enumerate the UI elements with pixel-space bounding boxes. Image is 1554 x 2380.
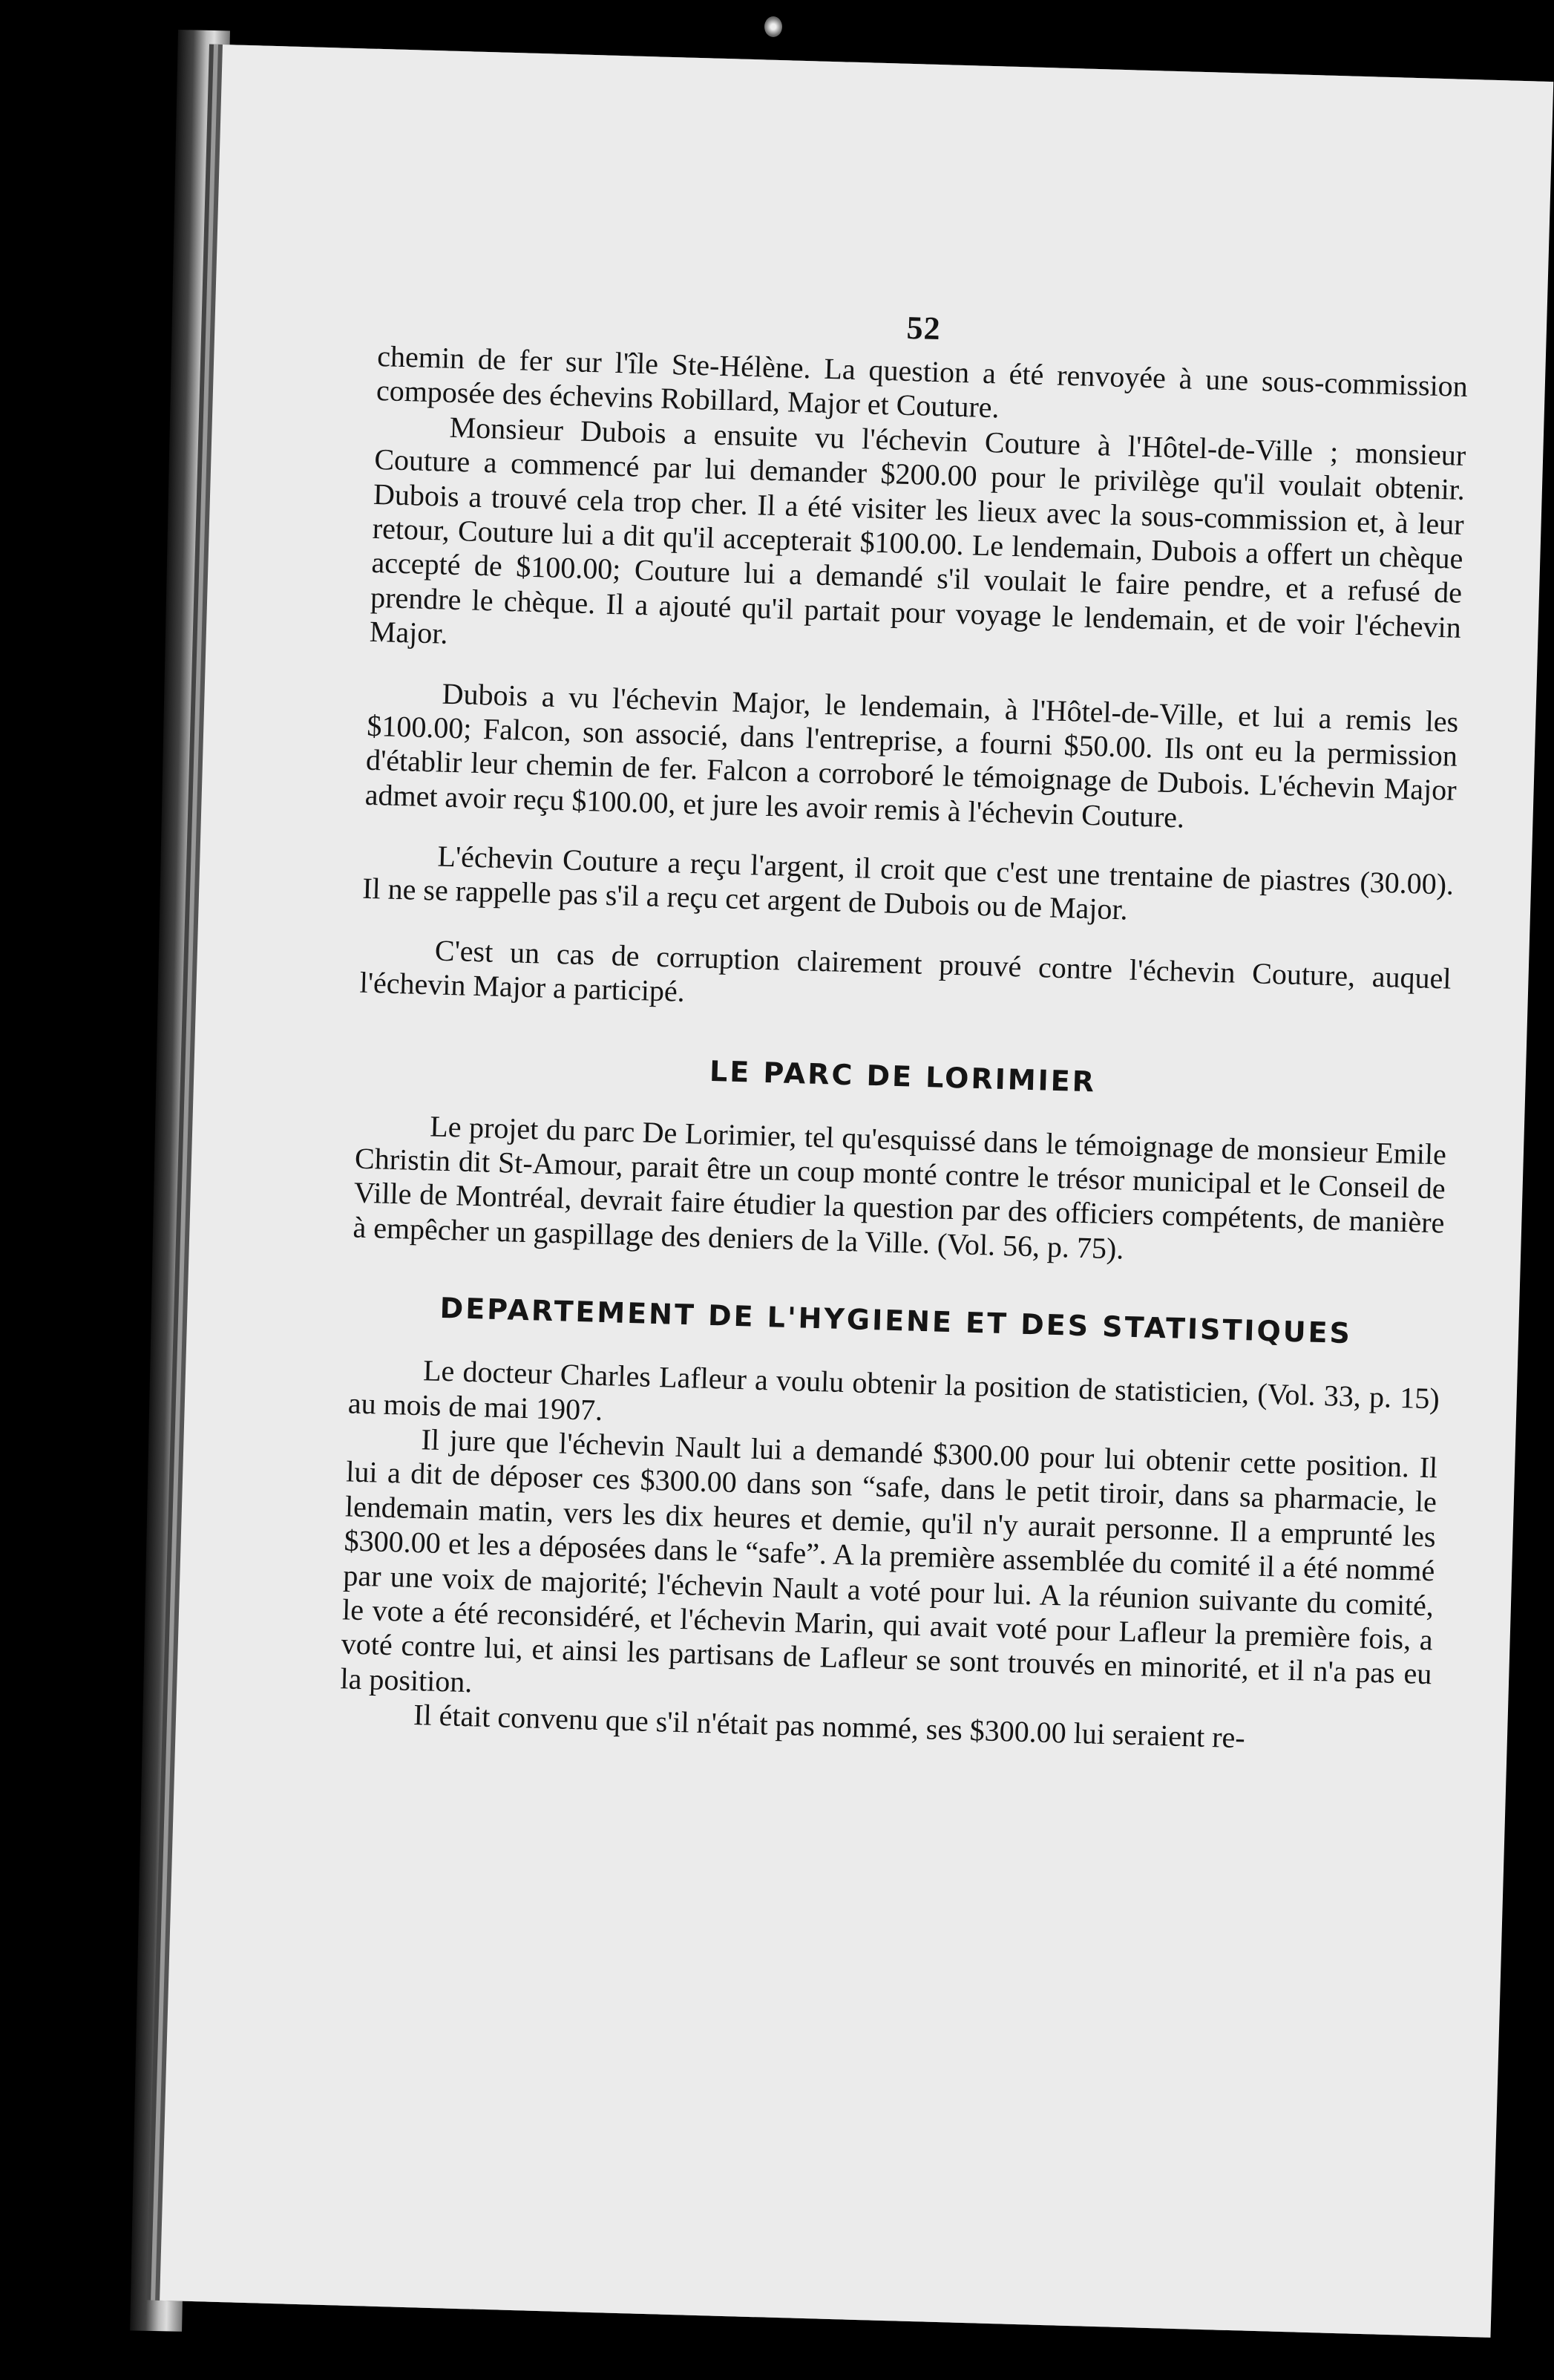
paragraph-continued: chemin de fer sur l'île Ste-Hélène. La question a été renvoyée à une sous-commission composée des échevins Robillard, Major et Couture. (376, 339, 1469, 425)
book-page (160, 45, 1553, 2338)
binding-hole (764, 16, 782, 37)
paragraph-nault: Il jure que l'échevin Nault lui a demandé $300.00 pour lui obtenir cette position. Il lui a dit de déposer ces $300.00 dans son “safe, dans le petit tiroir, dans sa pharmacie, le lendemain matin, vers les dix heures et demie, qu'il n'y aurait personne. Il a emprunté les $300.00 et les a déposées dans le “safe”. A la première assemblée du comité il a été nommé par une voix de majorité; l'échevin Nault a voté pour lui. A la réunion suivante du comité, le vote a été reconsidéré, et l'échevin Marin, qui avait voté pour Lafleur la première fois, a voté contre lui, et ainsi les partisans de Lafleur se sont trouvés en minorité, et il n'a pas eu la position. (339, 1422, 1438, 1699)
paragraph-dubois-couture: Monsieur Dubois a ensuite vu l'échevin Couture à l'Hôtel-de-Ville ; monsieur Couture a commencé par lui demander $200.00 pour le privilège qu'il voulait obtenir. Dubois a trouvé cela trop cher. Il a été visiter les lieux avec la sous-commission et, à leur retour, Couture lui a dit qu'il accepterait $100.00. Le lendemain, Dubois a offert un chèque accepté de $100.00; Couture lui a demandé s'il voulait le faire pendre, et a refusé de prendre le chèque. Il a ajouté qu'il partait pour voyage le lendemain, et de voir l'échevin Major. (369, 410, 1466, 650)
paragraph-parc-lorimier: Le projet du parc De Lorimier, tel qu'esquissé dans le témoignage de monsieur Emile Christin dit St-Amour, parait être un coup monté contre le trésor municipal et le Conseil de Ville de Montréal, devrait faire étudier la question par des officiers compétents, de manière à empêcher un gaspillage des deniers de la Ville. (Vol. 56, p. 75). (352, 1109, 1447, 1266)
paragraph-convenu: Il était convenu que s'il n'était pas nommé, ses $300.00 lui seraient re- (413, 1698, 1246, 1755)
page-number: 52 (906, 309, 942, 347)
paragraph-dubois-major: Dubois a vu l'échevin Major, le lendemain, à l'Hôtel-de-Ville, et lui a remis les $100.00; Falcon, son associé, dans l'entreprise, a fourni $50.00. Ils ont eu la permission d'établir leur chemin de fer. Falcon a corroboré le témoignage de Dubois. L'échevin Major admet avoir reçu $100.00, et jure les avoir remis à l'échevin Couture. (364, 676, 1459, 834)
section-heading-hygiene: DEPARTEMENT DE L'HYGIENE ET DES STATISTIQUES (439, 1292, 1353, 1350)
paragraph-lafleur: Le docteur Charles Lafleur a voulu obtenir la position de statisticien, (Vol. 33, p. 15) au mois de mai 1907. (347, 1353, 1440, 1427)
section-heading-parc-lorimier: LE PARC DE LORIMIER (709, 1054, 1097, 1099)
paragraph-corruption: C'est un cas de corruption clairement prouvé contre l'échevin Couture, auquel l'échevin Major a participé. (359, 933, 1452, 1009)
page-text-block (339, 294, 1469, 1761)
paragraph-couture-argent: L'échevin Couture a reçu l'argent, il croit que c'est une trentaine de piastres (30.00). Il ne se rappelle pas s'il a reçu cet argent de Dubois ou de Major. (361, 839, 1455, 926)
